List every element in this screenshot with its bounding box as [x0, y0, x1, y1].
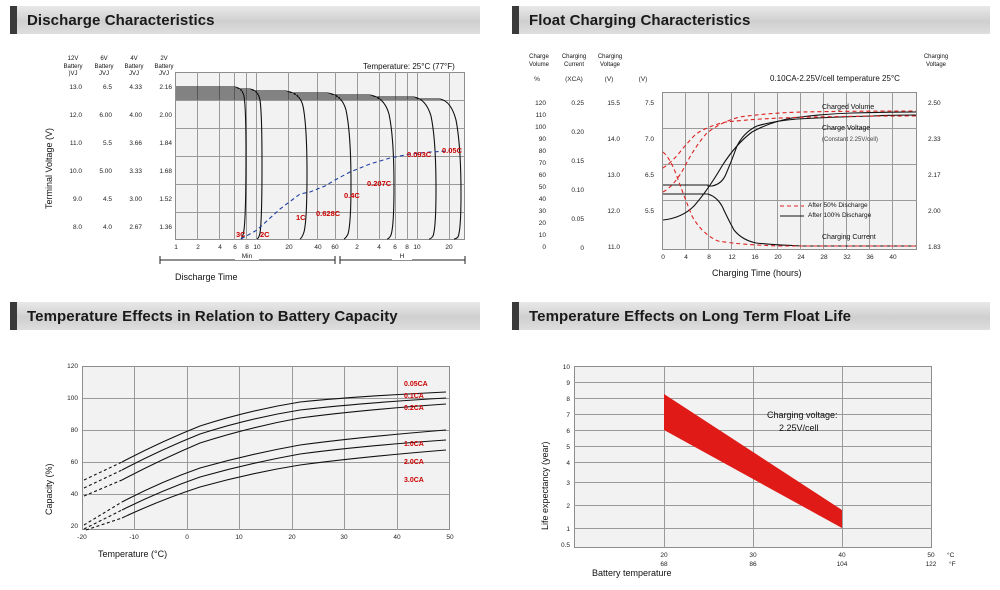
label-charge-voltage: Charge Voltage	[822, 125, 871, 132]
ytick-floatlife: 3	[566, 480, 570, 487]
tick-6v: 6.00	[99, 112, 112, 119]
tick-volume: 70	[538, 160, 546, 167]
label-10ca: 1.0CA	[404, 441, 424, 448]
discharge-plot	[10, 34, 480, 291]
panel-title-float: Float Charging Characteristics	[512, 6, 990, 34]
tick-volume: 50	[538, 184, 546, 191]
xtick-hour: 10	[413, 244, 421, 251]
xtick-capacity: -20	[77, 534, 87, 541]
ytick-floatlife: 7	[566, 412, 570, 419]
label-01ca: 0.1CA	[404, 393, 424, 400]
tick-12v: 11.0	[69, 140, 82, 147]
tick-volume: 20	[538, 220, 546, 227]
tick-voltage-left: 11.0	[607, 244, 620, 251]
float-note: 0.10CA-2.25V/cell temperature 25°C	[770, 74, 900, 83]
tick-volume: 30	[538, 208, 546, 215]
header-right-charging-voltage: Charging Voltage	[923, 54, 949, 68]
capacity-plot	[10, 330, 480, 582]
label-02ca: 0.2CA	[404, 405, 424, 412]
label-0628c: 0.628C	[316, 209, 341, 218]
ytick-floatlife: 5	[566, 444, 570, 451]
discharge-ylabel: Terminal Voltage (V)	[44, 127, 54, 209]
xtick-celsius: 50	[927, 552, 935, 559]
xtick-min: 6	[233, 244, 237, 251]
ytick-floatlife: 8	[566, 396, 570, 403]
capacity-xlabel: Temperature (°C)	[98, 549, 168, 559]
tick-volume: 110	[535, 112, 546, 119]
unit-hour: H	[392, 253, 412, 260]
xtick-celsius: 30	[749, 552, 757, 559]
xtick-capacity: -10	[129, 534, 139, 541]
floatlife-band	[512, 330, 990, 582]
ytick-capacity: 20	[70, 523, 78, 530]
label-charging-current: Charging Current	[822, 234, 876, 241]
xtick-float: 36	[866, 254, 874, 261]
label-2c: 2C	[260, 230, 270, 239]
xtick-fahrenheit: 104	[836, 561, 848, 568]
ytick-floatlife: 10	[562, 364, 570, 371]
tick-voltage-left: 14.0	[607, 136, 620, 143]
tick-volume: 90	[538, 136, 546, 143]
label-0207c: 0.207C	[367, 179, 392, 188]
xtick-capacity: 50	[446, 534, 454, 541]
xtick-capacity: 20	[288, 534, 296, 541]
xtick-celsius: 20	[660, 552, 668, 559]
xtick-min: 8	[245, 244, 249, 251]
xtick-min: 40	[314, 244, 322, 251]
unit-percent: %	[534, 76, 540, 83]
ytick-capacity: 80	[70, 427, 78, 434]
tick-4v: 3.00	[129, 196, 142, 203]
panel-float	[512, 6, 990, 291]
label-005c: 0.05C	[442, 146, 463, 155]
xtick-fahrenheit: 68	[660, 561, 668, 568]
xtick-min: 4	[218, 244, 222, 251]
xtick-hour: 4	[377, 244, 381, 251]
tick-6v: 6.5	[102, 84, 112, 91]
xtick-float: 12	[728, 254, 736, 261]
xtick-capacity: 40	[393, 534, 401, 541]
unit-v1: (V)	[604, 76, 614, 83]
header-4v: 4V Battery JVJ	[124, 56, 144, 77]
tick-current: 0	[580, 245, 584, 252]
tick-current: 0.20	[571, 129, 584, 136]
tick-4v: 3.33	[129, 168, 142, 175]
tick-voltage-left: 15.5	[607, 100, 620, 107]
tick-current: 0.05	[571, 216, 584, 223]
header-6v: 6V Battery JVJ	[94, 56, 114, 77]
tick-2v: 2.16	[159, 84, 172, 91]
label-04c: 0.4C	[344, 191, 360, 200]
label-005ca: 0.05CA	[404, 381, 428, 388]
tick-12v: 12.0	[69, 112, 82, 119]
unit-celsius: °C	[947, 552, 955, 559]
tick-current: 0.10	[571, 187, 584, 194]
tick-4v: 4.00	[129, 112, 142, 119]
xtick-float: 40	[889, 254, 897, 261]
label-3c: 3C	[236, 230, 246, 239]
tick-12v: 9.0	[72, 196, 82, 203]
tick-4v: 4.33	[129, 84, 142, 91]
unit-v2: (V)	[638, 76, 648, 83]
xtick-capacity: 10	[235, 534, 243, 541]
xtick-float: 32	[843, 254, 851, 261]
header-12v: 12V Battery )VJ	[63, 56, 83, 77]
panel-title-capacity: Temperature Effects in Relation to Battery Capacity	[10, 302, 480, 330]
floatlife-ylabel: Life expectancy (year)	[540, 441, 550, 530]
xtick-float: 24	[797, 254, 805, 261]
xtick-min: 10	[253, 244, 261, 251]
tick-voltage-left: 12.0	[607, 208, 620, 215]
panel-capacity	[10, 302, 480, 582]
unit-xca: (XCA)	[565, 76, 583, 83]
tick-12v: 8.0	[72, 224, 82, 231]
tick-volume: 60	[538, 172, 546, 179]
tick-voltage-right: 2.17	[928, 172, 941, 179]
header-2v: 2V Battery JVJ	[154, 56, 174, 77]
tick-voltage-right: 2.00	[928, 208, 941, 215]
label-30ca: 3.0CA	[404, 477, 424, 484]
tick-volume: 120	[535, 100, 546, 107]
xtick-capacity: 0	[185, 534, 189, 541]
tick-voltage-right: 2.33	[928, 136, 941, 143]
tick-2v: 2.00	[159, 112, 172, 119]
legend-50-discharge: After 50% Discharge	[808, 202, 868, 209]
ytick-floatlife: 4	[566, 460, 570, 467]
tick-6v: 5.00	[99, 168, 112, 175]
ytick-floatlife: 2	[566, 503, 570, 510]
tick-6v: 4.0	[102, 224, 112, 231]
xtick-float: 0	[661, 254, 665, 261]
discharge-xlabel: Discharge Time	[175, 272, 238, 282]
tick-4v: 2.67	[129, 224, 142, 231]
floatlife-plot	[512, 330, 990, 582]
ytick-floatlife: 1	[566, 526, 570, 533]
panel-title-floatlife: Temperature Effects on Long Term Float Life	[512, 302, 990, 330]
floatlife-annotation-line1: Charging voltage:	[767, 410, 838, 420]
tick-12v: 13.0	[69, 84, 82, 91]
xtick-hour: 20	[445, 244, 453, 251]
tick-2v: 1.84	[159, 140, 172, 147]
tick-2v: 1.36	[159, 224, 172, 231]
legend-100-discharge: After 100% Discharge	[808, 212, 872, 219]
label-1c: 1C	[296, 213, 306, 222]
ytick-capacity: 120	[67, 363, 78, 370]
tick-voltage-mid: 7.5	[644, 100, 654, 107]
capacity-ylabel: Capacity (%)	[44, 463, 54, 515]
tick-2v: 1.52	[159, 196, 172, 203]
tick-voltage-right: 2.50	[928, 100, 941, 107]
header-charge-volume: Charge Volume	[528, 54, 549, 68]
tick-voltage-right: 1.83	[928, 244, 941, 251]
xtick-float: 4	[684, 254, 688, 261]
ytick-floatlife: 6	[566, 428, 570, 435]
xtick-min: 1	[174, 244, 178, 251]
float-xlabel: Charging Time (hours)	[712, 268, 802, 278]
label-charge-voltage-sub: (Constant 2.25V/cell)	[822, 137, 879, 143]
tick-volume: 10	[538, 232, 546, 239]
tick-current: 0.15	[571, 158, 584, 165]
panel-floatlife	[512, 302, 990, 582]
unit-min: Min	[235, 253, 259, 260]
unit-fahrenheit: °F	[949, 561, 956, 568]
xtick-float: 8	[707, 254, 711, 261]
xtick-min: 2	[196, 244, 200, 251]
header-charging-current: Charging Current	[561, 54, 587, 68]
tick-current: 0.25	[571, 100, 584, 107]
xtick-fahrenheit: 122	[925, 561, 937, 568]
xtick-hour: 8	[405, 244, 409, 251]
xtick-fahrenheit: 86	[749, 561, 757, 568]
header-charging-voltage: Charging Voltage	[597, 54, 623, 68]
ytick-capacity: 40	[70, 491, 78, 498]
tick-voltage-left: 13.0	[607, 172, 620, 179]
capacity-curves	[10, 330, 480, 582]
tick-voltage-mid: 6.5	[644, 172, 654, 179]
float-legend-lines	[512, 34, 990, 291]
label-charged-volume: Charged Volume	[822, 104, 875, 111]
panel-title-discharge: Discharge Characteristics	[10, 6, 480, 34]
ytick-floatlife: 9	[566, 380, 570, 387]
ytick-capacity: 60	[70, 459, 78, 466]
discharge-temp-note: Temperature: 25°C (77°F)	[363, 62, 455, 71]
tick-volume: 0	[542, 244, 546, 251]
xtick-float: 20	[774, 254, 782, 261]
tick-volume: 100	[535, 124, 546, 131]
xtick-celsius: 40	[838, 552, 846, 559]
tick-voltage-mid: 7.0	[644, 136, 654, 143]
tick-volume: 80	[538, 148, 546, 155]
xtick-min: 60	[331, 244, 339, 251]
tick-6v: 5.5	[102, 140, 112, 147]
tick-4v: 3.66	[129, 140, 142, 147]
xtick-hour: 2	[355, 244, 359, 251]
panel-discharge	[10, 6, 480, 291]
floatlife-xlabel: Battery temperature	[592, 568, 672, 578]
tick-2v: 1.68	[159, 168, 172, 175]
xtick-capacity: 30	[340, 534, 348, 541]
ytick-capacity: 100	[67, 395, 78, 402]
xtick-min: 20	[285, 244, 293, 251]
floatlife-annotation-line2: 2.25V/cell	[779, 423, 819, 433]
tick-voltage-mid: 5.5	[644, 208, 654, 215]
tick-volume: 40	[538, 196, 546, 203]
xtick-hour: 6	[393, 244, 397, 251]
xtick-float: 28	[820, 254, 828, 261]
label-20ca: 2.0CA	[404, 459, 424, 466]
ytick-floatlife: 0.5	[560, 542, 570, 549]
label-0093c: 0.093C	[407, 150, 432, 159]
tick-12v: 10.0	[69, 168, 82, 175]
tick-6v: 4.5	[102, 196, 112, 203]
xtick-float: 16	[751, 254, 759, 261]
float-plot	[512, 34, 990, 291]
